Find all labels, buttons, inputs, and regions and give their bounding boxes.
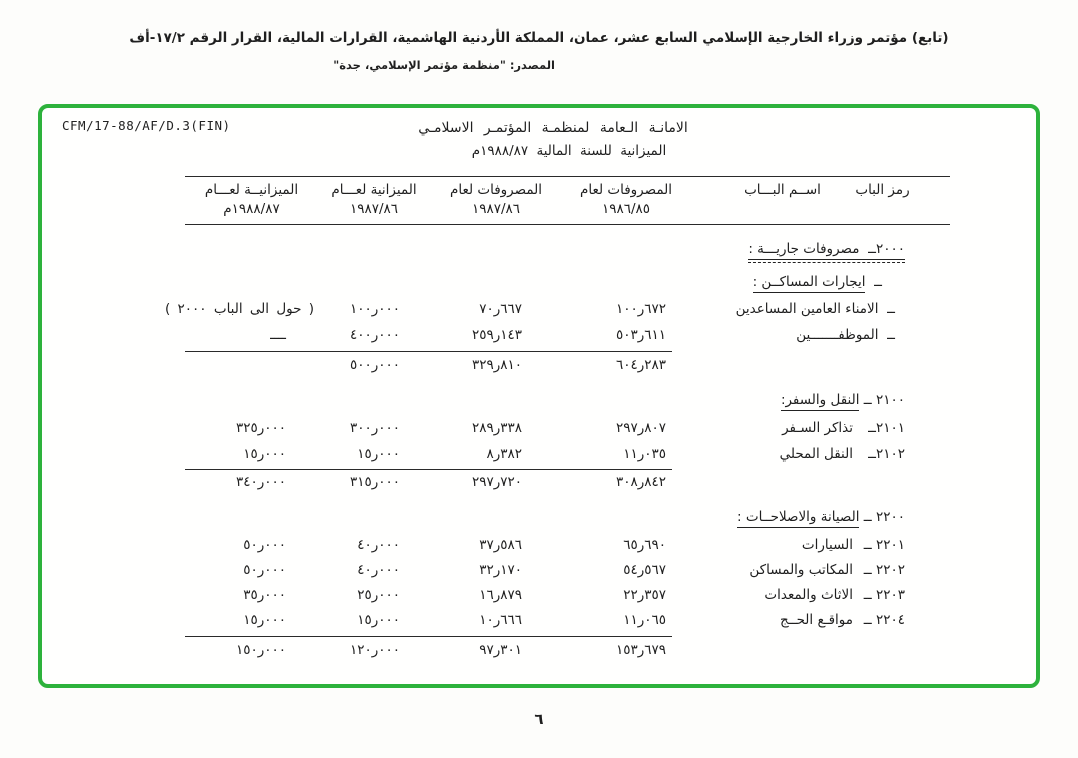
table-row-furniture-equipment	[185, 585, 950, 606]
page-number: ٦	[534, 710, 544, 728]
cell-budget-86-87: ٣٠٠ر٠٠٠	[349, 420, 400, 436]
section-row-2200	[185, 507, 950, 528]
organization-title: الامانـة الـعامة لمنظمـة المؤتمـر الاسلامـي	[418, 120, 688, 136]
cell-code: ٢٢٠٢ ــ	[863, 562, 905, 578]
cell-name: مواقـع الحــج	[779, 612, 853, 628]
cell-budget-86-87: ٢٥ر٠٠٠	[357, 587, 400, 603]
cell-expenditure-86-87: ٣٧ر٥٨٦	[479, 537, 522, 553]
table-row-offices-residences	[185, 560, 950, 581]
table-row-local-transport	[185, 444, 950, 465]
cell-budget-87-88: ٥٠ر٠٠٠	[243, 562, 286, 578]
cell-expenditure-86-87: ٣٢ر١٧٠	[479, 562, 522, 578]
total-row-housing	[185, 355, 950, 376]
cell-expenditure-85-86: ١١ر٠٣٥	[623, 446, 666, 462]
total-row-transport	[185, 472, 950, 493]
cell-budget-86-87: ١٥ر٠٠٠	[357, 612, 400, 628]
table-row-cars	[185, 535, 950, 556]
table-row-assistant-secretaries	[164, 299, 950, 320]
cell-expenditure-85-86: ٦٥ر٦٩٠	[623, 537, 666, 553]
cell-budget-86-87: ٤٠ر٠٠٠	[357, 537, 400, 553]
cell-expenditure-85-86: ١١ر٠٦٥	[623, 612, 666, 628]
cell-expenditure-85-86: ٥٤ر٥٦٧	[623, 562, 666, 578]
cell-total-budget-87-88	[185, 355, 318, 376]
cell-expenditure-86-87: ٢٨٩ر٣٣٨	[471, 420, 522, 436]
cell-expenditure-86-87: ٢٥٩ر١٤٣	[471, 327, 522, 343]
row-name: ــ الامناء العامين المساعدين	[735, 301, 895, 317]
section-title: ٢١٠٠ ــ النقل والسفر:	[185, 390, 950, 411]
cell-budget-86-87: ٤٠ر٠٠٠	[357, 562, 400, 578]
cell-budget-87-88: ١٥ر٠٠٠	[243, 612, 286, 628]
total-row-maintenance	[185, 640, 950, 661]
cell-total-budget-86-87: ٣١٥ر٠٠٠	[349, 474, 400, 490]
cell-total-expenditure-86-87: ٣٢٩ر٨١٠	[471, 357, 522, 373]
column-header-budget-87-88: الميزانيــة لعـــام ١٩٨٨/٨٧م	[204, 182, 299, 217]
row-name-empty	[690, 640, 950, 661]
subsection-row-housing-rents	[185, 272, 950, 293]
cell-name: المكاتب والمساكن	[749, 562, 853, 578]
row-name-empty	[690, 472, 950, 493]
cell-name: السيارات	[801, 537, 853, 553]
cell-total-expenditure-86-87: ٢٩٧ر٧٢٠	[471, 474, 522, 490]
table-row-hajj-sites	[185, 610, 950, 631]
cell-total-budget-87-88: ١٥٠ر٠٠٠	[235, 642, 286, 658]
source-line: المصدر: "منظمة مؤتمر الإسلامي، جدة"	[333, 58, 555, 72]
row-name: ــ الموظفـــــــين	[796, 327, 895, 343]
document-frame	[38, 104, 1040, 688]
cell-name: تذاكر السـفر	[782, 420, 853, 436]
table-row-travel-tickets	[185, 418, 950, 439]
cell-code: ٢١٠١ــ	[868, 420, 905, 436]
table-header-rule	[185, 224, 950, 225]
cell-expenditure-86-87: ١٠ر٦٦٦	[479, 612, 522, 628]
column-header-expenditure-86-87: المصروفات لعام ١٩٨٧/٨٦	[449, 182, 542, 217]
conference-title: (تابع) مؤتمر وزراء الخارجية الإسلامي السابع عشر، عمان، المملكة الأردنية الهاشمية، القرارات المالية، القرار الرقم ١٧/٢-أف	[129, 30, 949, 46]
cell-budget-87-88: ٥٠ر٠٠٠	[243, 537, 286, 553]
cell-expenditure-86-87: ١٦ر٨٧٩	[479, 587, 522, 603]
cell-budget-86-87: ٤٠٠ر٠٠٠	[349, 327, 400, 343]
cell-expenditure-85-86: ٥٠٣ر٦١١	[615, 327, 666, 343]
totals-rule	[185, 636, 672, 637]
cell-total-budget-87-88: ٣٤٠ر٠٠٠	[235, 474, 286, 490]
cell-budget-86-87: ١٥ر٠٠٠	[357, 446, 400, 462]
cell-total-budget-86-87: ٥٠٠ر٠٠٠	[349, 357, 400, 373]
cell-code: ٢١٠٢ــ	[868, 446, 905, 462]
column-header-budget-86-87: الميزانية لعـــام ١٩٨٧/٨٦	[331, 182, 417, 217]
cell-total-budget-86-87: ١٢٠ر٠٠٠	[349, 642, 400, 658]
table-header-row	[185, 177, 950, 224]
column-header-expenditure-85-86: المصروفات لعام ١٩٨٦/٨٥	[579, 182, 672, 217]
section-row-2000	[185, 239, 950, 260]
column-header-name: اســم البـــاب	[744, 182, 821, 198]
cell-budget-87-88: ٣٥ر٠٠٠	[243, 587, 286, 603]
subsection-title: ــ ايجارات المساكــن :	[185, 272, 950, 293]
cell-code: ٢٢٠٣ ــ	[863, 587, 905, 603]
table-row-staff	[185, 325, 950, 346]
cell-budget-87-88: ــــ	[270, 327, 286, 343]
cell-name: النقل المحلي	[779, 446, 853, 462]
budget-table	[164, 176, 950, 661]
cell-total-expenditure-85-86: ٦٠٤ر٢٨٣	[615, 357, 666, 373]
cell-expenditure-85-86: ٢٢ر٣٥٧	[623, 587, 666, 603]
cell-code: ٢٢٠٤ ــ	[863, 612, 905, 628]
cell-budget-87-88: ٣٢٥ر٠٠٠	[235, 420, 286, 436]
cell-total-expenditure-86-87: ٩٧ر٣٠١	[479, 642, 522, 658]
cell-name: الاثاث والمعدات	[764, 587, 853, 603]
budget-title: الميزانية للسنة المالية ١٩٨٨/٨٧م	[471, 143, 667, 159]
cell-expenditure-86-87: ٧٠ر٦٦٧	[479, 301, 522, 317]
cell-budget-86-87: ١٠٠ر٠٠٠	[349, 301, 400, 317]
section-row-2100	[185, 390, 950, 411]
cell-total-expenditure-85-86: ١٥٣ر٦٧٩	[615, 642, 666, 658]
cell-budget-87-88: ١٥ر٠٠٠	[243, 446, 286, 462]
cell-expenditure-85-86: ٢٩٧ر٨٠٧	[615, 420, 666, 436]
cell-expenditure-85-86: ١٠٠ر٦٧٢	[615, 301, 666, 317]
cell-code: ٢٢٠١ ــ	[863, 537, 905, 553]
cell-total-expenditure-85-86: ٣٠٨ر٨٤٢	[615, 474, 666, 490]
totals-rule	[185, 469, 672, 470]
reference-code: CFM/17-88/AF/D.3(FIN)	[62, 118, 231, 133]
column-header-code: رمز الباب	[855, 182, 910, 198]
row-name-empty	[690, 355, 950, 376]
section-title: ٢٠٠٠ــ مصروفات جاريـــة :	[185, 239, 950, 260]
cell-expenditure-86-87: ٨ر٣٨٢	[486, 446, 522, 462]
section-title: ٢٢٠٠ ــ الصيانة والاصلاحــات :	[185, 507, 950, 528]
totals-rule	[185, 351, 672, 352]
cell-budget-87-88-note: ( حول الى الباب ٢٠٠٠ )	[164, 301, 314, 317]
